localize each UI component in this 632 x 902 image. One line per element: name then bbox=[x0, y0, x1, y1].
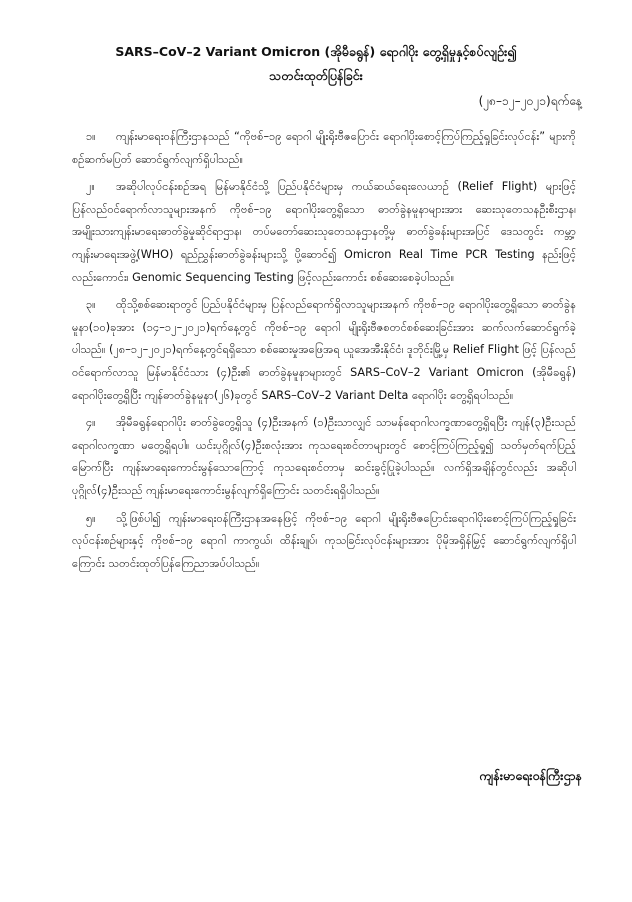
document-date: (၂၈–၁၂–၂၀၂၁)ရက်နေ့ bbox=[478, 94, 582, 108]
paragraph-1 bbox=[72, 126, 576, 171]
paragraph-2 bbox=[72, 176, 576, 289]
paragraph-text: သို့ဖြစ်ပါ၍ ကျန်းမာရေးဝန်ကြီးဌာနအနေဖြင့် ကိုဗစ်–၁၉ ရောဂါ မျိုးရိုးဗီဇပြောင်းရောဂါပိုးစောင့်ကြပ်ကြည့်ရှုခြင်းလုပ်ငန်းစဉ်များနှင့် ကိုဗစ်–၁၉ ရောဂါ ကာကွယ်၊ ထိန်းချုပ်၊ ကုသခြင်းလုပ်ငန်းများအား ပိုမိုအရှိန်မြှင့် ဆောင်ရွက်လျက်ရှိပါကြောင်း သတင်းထုတ်ပြန်ကြေညာအပ်ပါသည်။ bbox=[72, 511, 576, 570]
paragraph-3 bbox=[72, 294, 576, 407]
paragraph-number: ၄။ bbox=[86, 416, 96, 430]
title-line-1: SARS–CoV–2 Variant Omicron (အိုမီခရွန်) ရောဂါပိုး တွေ့ရှိမှုနှင့်စပ်လျဉ်း၍ bbox=[115, 44, 517, 59]
paragraph-5 bbox=[72, 508, 576, 576]
signature-ministry: ကျန်းမာရေးဝန်ကြီးဌာန bbox=[479, 768, 582, 783]
paragraph-number: ၁။ bbox=[86, 130, 96, 143]
paragraph-text: အိုမီခရွန်ရောဂါပိုး ဓာတ်ခွဲတွေ့ရှိသူ (၄)ဦးအနက် (၁)ဦးသာလျှင် သာမန်ရောဂါလက္ခဏာတွေ့ရှိရပြီး ကျန်(၃)ဦးသည် ရောဂါလက္ခဏာ မတွေ့ရှိရပါ။ ယင်းပုဂ္ဂိုလ်(၄)ဦးစလုံးအား ကုသရေးစင်တာများတွင် စောင့်ကြပ်ကြည့်ရှု၍ သတ်မှတ်ရက်ပြည့်မြောက်ပြီး ကျန်းမာရေးကောင်းမွန်သောကြောင့် ကုသရေးစင်တာမှ ဆင်းခွင့်ပြုခဲ့ပါသည်။ လက်ရှိအချိန်တွင်လည်း အဆိုပါပုဂ္ဂိုလ်(၄)ဦးသည် ကျန်းမာရေးကောင်းမွန်လျက်ရှိကြောင်း သတင်းရရှိပါသည်။ bbox=[72, 416, 576, 497]
paragraph-text: ထိုသို့စစ်ဆေးရာတွင် ပြည်ပနိုင်ငံများမှ ပြန်လည်ရောက်ရှိလာသူများအနက် ကိုဗစ်–၁၉ ရောဂါပိုးတွေ့ရှိသော ဓာတ်ခွဲနမူနာ(၁၀)ခုအား (၁၄–၁၂–၂၀၂၁)ရက်နေ့တွင် ကိုဗစ်–၁၉ ရောဂါ မျိုးရိုးဗီဇစတင်စစ်ဆေးခြင်းအား ဆက်လက်ဆောင်ရွက်ခဲ့ပါသည်။ (၂၈–၁၂–၂၀၂၁)ရက်နေ့တွင်ရရှိသော စစ်ဆေးမှုအဖြေအရ ယူအေအီးနိုင်ငံ၊ ဒူဘိုင်းမြို့မှ Relief Flight ဖြင့် ပြန်လည်ဝင်ရောက်လာသူ မြန်မာနိုင်ငံသား (၄)ဦး၏ ဓာတ်ခွဲနမူနာများတွင် SARS–CoV–2 Variant Omicron (အိုမီခရွန်) ရောဂါပိုးတွေ့ရှိပြီး ကျန်ဓာတ်ခွဲနမူနာ(၂၆)ခုတွင် SARS–CoV–2 Variant Delta ရောဂါပိုး တွေ့ရှိရပါသည်။ bbox=[72, 298, 576, 402]
paragraph-text: ကျန်းမာရေးဝန်ကြီးဌာနသည် “ကိုဗစ်–၁၉ ရောဂါ မျိုးရိုးဗီဇပြောင်း ရောဂါပိုးစောင့်ကြပ်ကြည့်ရှုခြင်းလုပ်ငန်း” များကို စဉ်ဆက်မပြတ် ဆောင်ရွက်လျက်ရှိပါသည်။ bbox=[72, 130, 576, 166]
title-line-2: သတင်းထုတ်ပြန်ခြင်း bbox=[269, 68, 363, 83]
paragraph-4 bbox=[72, 412, 576, 502]
document-title bbox=[40, 40, 592, 88]
paragraph-text: အဆိုပါလုပ်ငန်းစဉ်အရ မြန်မာနိုင်ငံသို့ ပြည်ပနိုင်ငံများမှ ကယ်ဆယ်ရေးလေယာဉ် (Relief Flight) များဖြင့် ပြန်လည်ဝင်ရောက်လာသူများအနက် ကိုဗစ်–၁၉ ရောဂါပိုးတွေ့ရှိသော ဓာတ်ခွဲနမူနာများအား ဆေးသုတေသနဦးစီးဌာန၊ အမျိုးသားကျန်းမာရေးဓာတ်ခွဲမှုဆိုင်ရာဌာန၊ တပ်မတော်ဆေးသုတေသနဌာနတို့မှ ဓာတ်ခွဲခန်းများအပြင် ဒေသတွင်း ကမ္ဘာ့ကျန်းမာရေးအဖွဲ့(WHO) ရည်ညွှန်းဓာတ်ခွဲခန်းများသို့ ပို့ဆောင်၍ Omicron Real Time PCR Testing နည်းဖြင့်လည်းကောင်း၊ Genomic Sequencing Testing ဖြင့်လည်းကောင်း စစ်ဆေးစေခဲ့ပါသည်။ bbox=[72, 180, 576, 284]
document-body bbox=[72, 126, 576, 580]
paragraph-number: ၃။ bbox=[86, 298, 96, 312]
paragraph-number: ၅။ bbox=[86, 511, 96, 525]
paragraph-number: ၂။ bbox=[86, 180, 95, 194]
